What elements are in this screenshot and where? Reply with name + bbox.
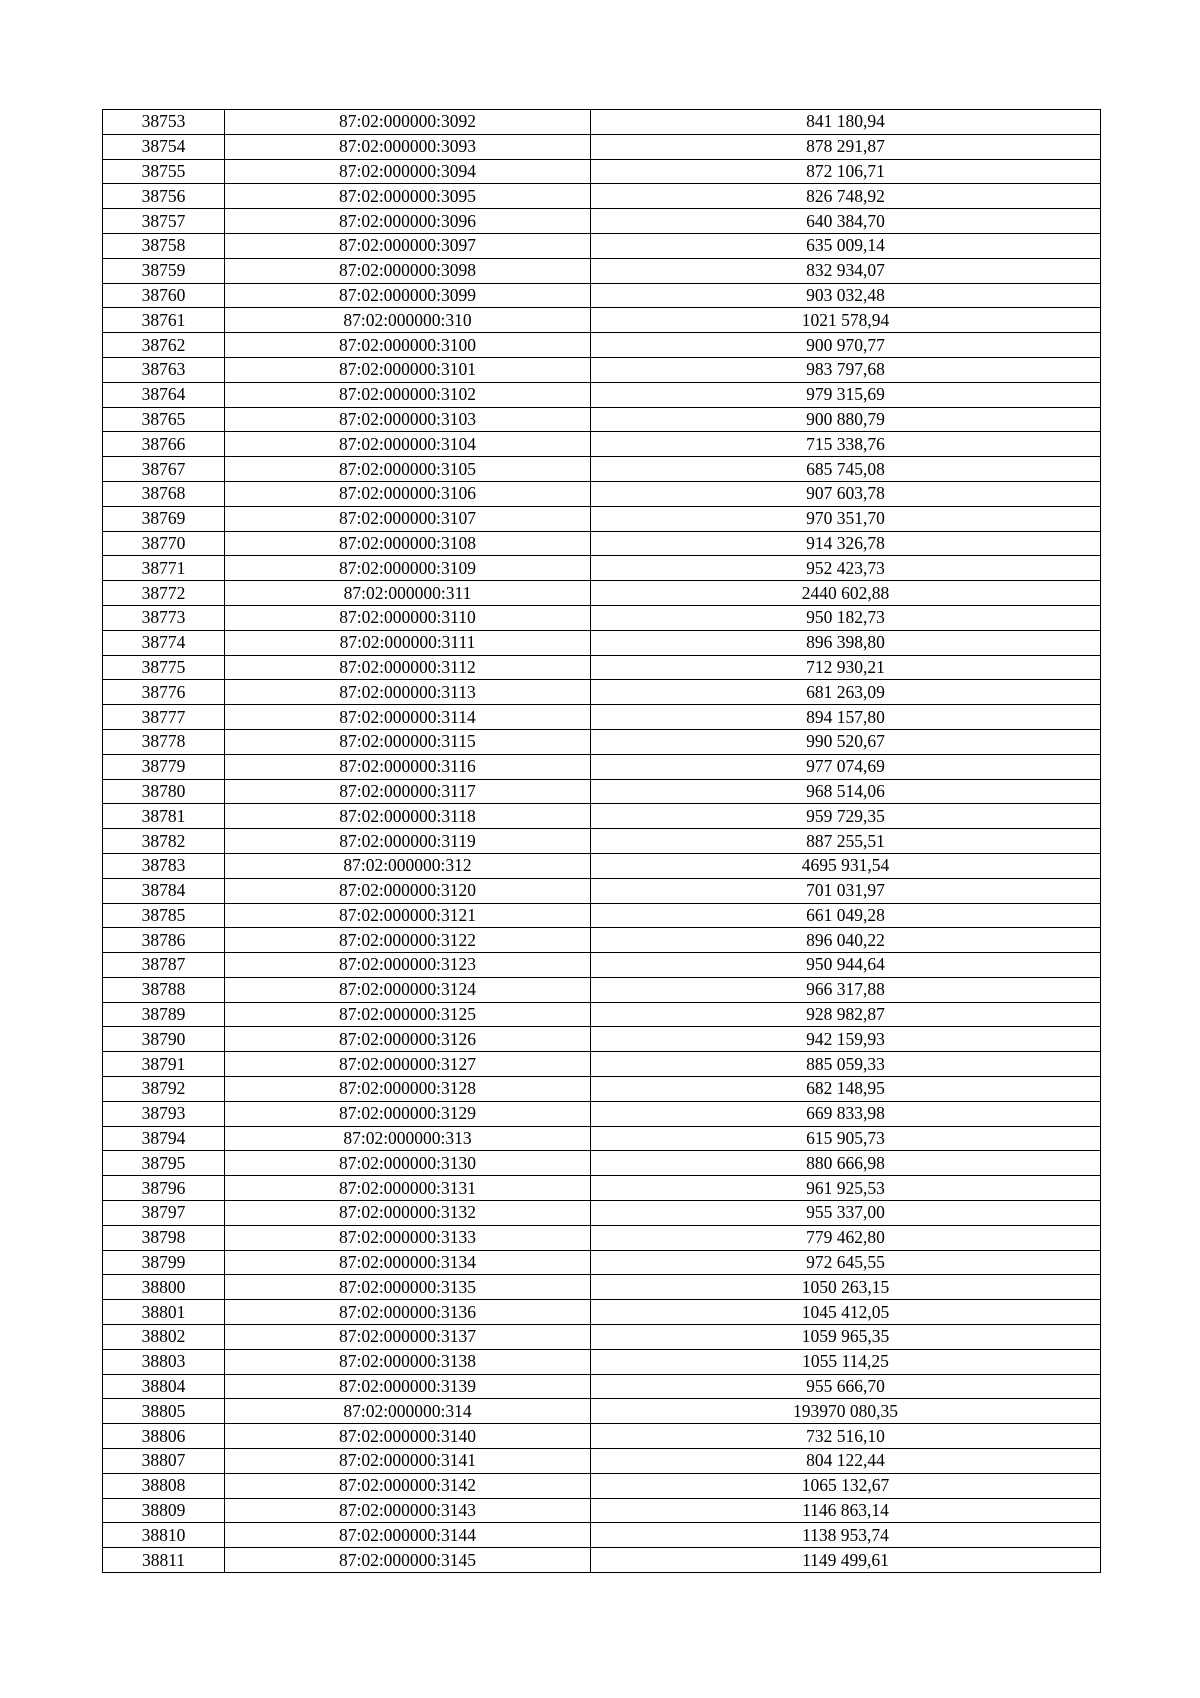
row-number-cell: 38805 <box>103 1399 225 1424</box>
cadastral-value-cell: 732 516,10 <box>591 1424 1101 1449</box>
table-row <box>103 1151 1101 1176</box>
table-row <box>103 928 1101 953</box>
row-number-cell: 38757 <box>103 209 225 234</box>
table-row <box>103 308 1101 333</box>
cadastral-value-cell: 968 514,06 <box>591 779 1101 804</box>
cadastral-value-cell: 880 666,98 <box>591 1151 1101 1176</box>
cadastral-number-cell: 87:02:000000:3122 <box>225 928 591 953</box>
cadastral-number-cell: 87:02:000000:3119 <box>225 829 591 854</box>
cadastral-number-cell: 87:02:000000:3104 <box>225 432 591 457</box>
row-number-cell: 38795 <box>103 1151 225 1176</box>
table-row <box>103 283 1101 308</box>
row-number-cell: 38804 <box>103 1374 225 1399</box>
table-row <box>103 184 1101 209</box>
table-row <box>103 977 1101 1002</box>
cadastral-number-cell: 87:02:000000:3139 <box>225 1374 591 1399</box>
table-row <box>103 779 1101 804</box>
row-number-cell: 38789 <box>103 1002 225 1027</box>
row-number-cell: 38782 <box>103 829 225 854</box>
cadastral-value-cell: 894 157,80 <box>591 705 1101 730</box>
table-row <box>103 1548 1101 1573</box>
table-row <box>103 531 1101 556</box>
cadastral-number-cell: 87:02:000000:3111 <box>225 630 591 655</box>
table-row <box>103 1325 1101 1350</box>
table-row <box>103 680 1101 705</box>
row-number-cell: 38801 <box>103 1300 225 1325</box>
table-row <box>103 134 1101 159</box>
row-number-cell: 38766 <box>103 432 225 457</box>
cadastral-value-cell: 872 106,71 <box>591 159 1101 184</box>
cadastral-value-cell: 896 040,22 <box>591 928 1101 953</box>
cadastral-value-cell: 669 833,98 <box>591 1101 1101 1126</box>
cadastral-number-cell: 87:02:000000:311 <box>225 581 591 606</box>
row-number-cell: 38760 <box>103 283 225 308</box>
cadastral-number-cell: 87:02:000000:3108 <box>225 531 591 556</box>
cadastral-value-cell: 970 351,70 <box>591 506 1101 531</box>
table-row <box>103 1473 1101 1498</box>
row-number-cell: 38811 <box>103 1548 225 1573</box>
cadastral-number-cell: 87:02:000000:3092 <box>225 110 591 135</box>
cadastral-value-cell: 959 729,35 <box>591 804 1101 829</box>
table-row <box>103 1449 1101 1474</box>
cadastral-number-cell: 87:02:000000:3117 <box>225 779 591 804</box>
cadastral-value-cell: 1138 953,74 <box>591 1523 1101 1548</box>
table-row <box>103 1349 1101 1374</box>
row-number-cell: 38792 <box>103 1077 225 1102</box>
row-number-cell: 38761 <box>103 308 225 333</box>
row-number-cell: 38753 <box>103 110 225 135</box>
cadastral-value-cell: 1050 263,15 <box>591 1275 1101 1300</box>
table-row <box>103 457 1101 482</box>
table-row <box>103 1424 1101 1449</box>
cadastral-number-cell: 87:02:000000:3123 <box>225 953 591 978</box>
cadastral-value-cell: 878 291,87 <box>591 134 1101 159</box>
cadastral-value-cell: 961 925,53 <box>591 1176 1101 1201</box>
cadastral-value-cell: 4695 931,54 <box>591 853 1101 878</box>
cadastral-value-cell: 979 315,69 <box>591 382 1101 407</box>
cadastral-value-cell: 701 031,97 <box>591 878 1101 903</box>
table-row <box>103 1225 1101 1250</box>
cadastral-value-cell: 950 944,64 <box>591 953 1101 978</box>
cadastral-value-cell: 715 338,76 <box>591 432 1101 457</box>
cadastral-number-cell: 87:02:000000:3145 <box>225 1548 591 1573</box>
cadastral-value-cell: 1059 965,35 <box>591 1325 1101 1350</box>
cadastral-number-cell: 87:02:000000:3121 <box>225 903 591 928</box>
row-number-cell: 38767 <box>103 457 225 482</box>
cadastral-value-cell: 1065 132,67 <box>591 1473 1101 1498</box>
cadastral-number-cell: 87:02:000000:3110 <box>225 605 591 630</box>
cadastral-number-cell: 87:02:000000:3114 <box>225 705 591 730</box>
cadastral-value-cell: 1146 863,14 <box>591 1498 1101 1523</box>
row-number-cell: 38809 <box>103 1498 225 1523</box>
cadastral-value-cell: 896 398,80 <box>591 630 1101 655</box>
cadastral-number-cell: 87:02:000000:3130 <box>225 1151 591 1176</box>
row-number-cell: 38773 <box>103 605 225 630</box>
cadastral-number-cell: 87:02:000000:3112 <box>225 655 591 680</box>
cadastral-value-cell: 661 049,28 <box>591 903 1101 928</box>
row-number-cell: 38784 <box>103 878 225 903</box>
cadastral-number-cell: 87:02:000000:3120 <box>225 878 591 903</box>
cadastral-value-cell: 1055 114,25 <box>591 1349 1101 1374</box>
table-row <box>103 333 1101 358</box>
table-body <box>103 110 1101 1573</box>
cadastral-value-cell: 1045 412,05 <box>591 1300 1101 1325</box>
table-row <box>103 605 1101 630</box>
cadastral-number-cell: 87:02:000000:3107 <box>225 506 591 531</box>
row-number-cell: 38776 <box>103 680 225 705</box>
cadastral-number-cell: 87:02:000000:3118 <box>225 804 591 829</box>
cadastral-number-cell: 87:02:000000:3134 <box>225 1250 591 1275</box>
cadastral-number-cell: 87:02:000000:3136 <box>225 1300 591 1325</box>
row-number-cell: 38785 <box>103 903 225 928</box>
row-number-cell: 38781 <box>103 804 225 829</box>
row-number-cell: 38780 <box>103 779 225 804</box>
row-number-cell: 38808 <box>103 1473 225 1498</box>
row-number-cell: 38793 <box>103 1101 225 1126</box>
cadastral-number-cell: 87:02:000000:3138 <box>225 1349 591 1374</box>
row-number-cell: 38772 <box>103 581 225 606</box>
row-number-cell: 38777 <box>103 705 225 730</box>
table-row <box>103 1126 1101 1151</box>
row-number-cell: 38796 <box>103 1176 225 1201</box>
cadastral-value-table <box>102 109 1101 1573</box>
cadastral-number-cell: 87:02:000000:3093 <box>225 134 591 159</box>
row-number-cell: 38787 <box>103 953 225 978</box>
cadastral-number-cell: 87:02:000000:3129 <box>225 1101 591 1126</box>
row-number-cell: 38790 <box>103 1027 225 1052</box>
cadastral-number-cell: 87:02:000000:3135 <box>225 1275 591 1300</box>
row-number-cell: 38754 <box>103 134 225 159</box>
cadastral-value-cell: 977 074,69 <box>591 754 1101 779</box>
cadastral-number-cell: 87:02:000000:312 <box>225 853 591 878</box>
row-number-cell: 38788 <box>103 977 225 1002</box>
table-row <box>103 903 1101 928</box>
table-row <box>103 506 1101 531</box>
row-number-cell: 38810 <box>103 1523 225 1548</box>
row-number-cell: 38778 <box>103 729 225 754</box>
table-row <box>103 357 1101 382</box>
row-number-cell: 38799 <box>103 1250 225 1275</box>
table-row <box>103 729 1101 754</box>
cadastral-value-cell: 983 797,68 <box>591 357 1101 382</box>
cadastral-number-cell: 87:02:000000:3105 <box>225 457 591 482</box>
table-row <box>103 630 1101 655</box>
cadastral-number-cell: 87:02:000000:3101 <box>225 357 591 382</box>
cadastral-number-cell: 87:02:000000:3140 <box>225 1424 591 1449</box>
row-number-cell: 38779 <box>103 754 225 779</box>
table-row <box>103 953 1101 978</box>
table-row <box>103 1176 1101 1201</box>
cadastral-value-cell: 900 880,79 <box>591 407 1101 432</box>
cadastral-number-cell: 87:02:000000:3116 <box>225 754 591 779</box>
table-row <box>103 581 1101 606</box>
table-row <box>103 804 1101 829</box>
table-row <box>103 407 1101 432</box>
cadastral-value-cell: 841 180,94 <box>591 110 1101 135</box>
cadastral-value-cell: 952 423,73 <box>591 556 1101 581</box>
table-row <box>103 1027 1101 1052</box>
cadastral-number-cell: 87:02:000000:3102 <box>225 382 591 407</box>
table-row <box>103 1002 1101 1027</box>
cadastral-value-cell: 193970 080,35 <box>591 1399 1101 1424</box>
cadastral-number-cell: 87:02:000000:3115 <box>225 729 591 754</box>
row-number-cell: 38755 <box>103 159 225 184</box>
cadastral-number-cell: 87:02:000000:3106 <box>225 481 591 506</box>
table-row <box>103 209 1101 234</box>
table-row <box>103 829 1101 854</box>
table-row <box>103 655 1101 680</box>
table-row <box>103 853 1101 878</box>
cadastral-number-cell: 87:02:000000:3137 <box>225 1325 591 1350</box>
cadastral-value-cell: 640 384,70 <box>591 209 1101 234</box>
cadastral-value-cell: 966 317,88 <box>591 977 1101 1002</box>
cadastral-value-cell: 826 748,92 <box>591 184 1101 209</box>
row-number-cell: 38768 <box>103 481 225 506</box>
cadastral-number-cell: 87:02:000000:313 <box>225 1126 591 1151</box>
table-row <box>103 1101 1101 1126</box>
table-row <box>103 1275 1101 1300</box>
cadastral-number-cell: 87:02:000000:3095 <box>225 184 591 209</box>
cadastral-value-cell: 914 326,78 <box>591 531 1101 556</box>
cadastral-value-cell: 685 745,08 <box>591 457 1101 482</box>
row-number-cell: 38806 <box>103 1424 225 1449</box>
row-number-cell: 38800 <box>103 1275 225 1300</box>
cadastral-value-cell: 832 934,07 <box>591 258 1101 283</box>
cadastral-value-cell: 712 930,21 <box>591 655 1101 680</box>
table-row <box>103 1250 1101 1275</box>
cadastral-number-cell: 87:02:000000:3141 <box>225 1449 591 1474</box>
cadastral-value-cell: 955 337,00 <box>591 1201 1101 1226</box>
row-number-cell: 38765 <box>103 407 225 432</box>
table-row <box>103 233 1101 258</box>
row-number-cell: 38802 <box>103 1325 225 1350</box>
row-number-cell: 38771 <box>103 556 225 581</box>
cadastral-number-cell: 87:02:000000:3113 <box>225 680 591 705</box>
table-row <box>103 481 1101 506</box>
table-row <box>103 159 1101 184</box>
row-number-cell: 38783 <box>103 853 225 878</box>
table-row <box>103 556 1101 581</box>
table-row <box>103 1201 1101 1226</box>
cadastral-value-cell: 903 032,48 <box>591 283 1101 308</box>
cadastral-value-cell: 900 970,77 <box>591 333 1101 358</box>
cadastral-value-cell: 990 520,67 <box>591 729 1101 754</box>
cadastral-number-cell: 87:02:000000:3128 <box>225 1077 591 1102</box>
cadastral-value-cell: 972 645,55 <box>591 1250 1101 1275</box>
table-row <box>103 1523 1101 1548</box>
row-number-cell: 38770 <box>103 531 225 556</box>
row-number-cell: 38763 <box>103 357 225 382</box>
row-number-cell: 38775 <box>103 655 225 680</box>
cadastral-value-cell: 2440 602,88 <box>591 581 1101 606</box>
row-number-cell: 38791 <box>103 1052 225 1077</box>
table-row <box>103 705 1101 730</box>
row-number-cell: 38774 <box>103 630 225 655</box>
cadastral-number-cell: 87:02:000000:3143 <box>225 1498 591 1523</box>
cadastral-number-cell: 87:02:000000:3103 <box>225 407 591 432</box>
table-row <box>103 1498 1101 1523</box>
cadastral-number-cell: 87:02:000000:3132 <box>225 1201 591 1226</box>
cadastral-number-cell: 87:02:000000:3131 <box>225 1176 591 1201</box>
table-row <box>103 754 1101 779</box>
cadastral-number-cell: 87:02:000000:3097 <box>225 233 591 258</box>
cadastral-value-cell: 804 122,44 <box>591 1449 1101 1474</box>
cadastral-value-cell: 1021 578,94 <box>591 308 1101 333</box>
cadastral-number-cell: 87:02:000000:3144 <box>225 1523 591 1548</box>
table-row <box>103 1052 1101 1077</box>
cadastral-value-cell: 682 148,95 <box>591 1077 1101 1102</box>
cadastral-value-cell: 885 059,33 <box>591 1052 1101 1077</box>
table-row <box>103 1399 1101 1424</box>
cadastral-number-cell: 87:02:000000:3127 <box>225 1052 591 1077</box>
cadastral-value-cell: 950 182,73 <box>591 605 1101 630</box>
table-row <box>103 432 1101 457</box>
row-number-cell: 38762 <box>103 333 225 358</box>
cadastral-number-cell: 87:02:000000:3100 <box>225 333 591 358</box>
row-number-cell: 38758 <box>103 233 225 258</box>
cadastral-number-cell: 87:02:000000:3133 <box>225 1225 591 1250</box>
cadastral-value-cell: 955 666,70 <box>591 1374 1101 1399</box>
row-number-cell: 38803 <box>103 1349 225 1374</box>
cadastral-value-cell: 887 255,51 <box>591 829 1101 854</box>
cadastral-value-cell: 779 462,80 <box>591 1225 1101 1250</box>
cadastral-value-cell: 942 159,93 <box>591 1027 1101 1052</box>
row-number-cell: 38764 <box>103 382 225 407</box>
table-row <box>103 1300 1101 1325</box>
cadastral-number-cell: 87:02:000000:314 <box>225 1399 591 1424</box>
table-row <box>103 1374 1101 1399</box>
cadastral-number-cell: 87:02:000000:3099 <box>225 283 591 308</box>
cadastral-number-cell: 87:02:000000:3109 <box>225 556 591 581</box>
row-number-cell: 38797 <box>103 1201 225 1226</box>
cadastral-value-cell: 681 263,09 <box>591 680 1101 705</box>
cadastral-number-cell: 87:02:000000:3124 <box>225 977 591 1002</box>
cadastral-value-cell: 928 982,87 <box>591 1002 1101 1027</box>
table-row <box>103 258 1101 283</box>
cadastral-number-cell: 87:02:000000:3142 <box>225 1473 591 1498</box>
row-number-cell: 38769 <box>103 506 225 531</box>
cadastral-number-cell: 87:02:000000:3126 <box>225 1027 591 1052</box>
table-row <box>103 878 1101 903</box>
table-row <box>103 382 1101 407</box>
cadastral-value-cell: 1149 499,61 <box>591 1548 1101 1573</box>
cadastral-number-cell: 87:02:000000:3125 <box>225 1002 591 1027</box>
row-number-cell: 38794 <box>103 1126 225 1151</box>
cadastral-number-cell: 87:02:000000:3094 <box>225 159 591 184</box>
cadastral-number-cell: 87:02:000000:310 <box>225 308 591 333</box>
table-row <box>103 110 1101 135</box>
table-row <box>103 1077 1101 1102</box>
row-number-cell: 38756 <box>103 184 225 209</box>
row-number-cell: 38807 <box>103 1449 225 1474</box>
row-number-cell: 38798 <box>103 1225 225 1250</box>
cadastral-value-cell: 907 603,78 <box>591 481 1101 506</box>
cadastral-value-cell: 615 905,73 <box>591 1126 1101 1151</box>
row-number-cell: 38786 <box>103 928 225 953</box>
row-number-cell: 38759 <box>103 258 225 283</box>
cadastral-value-cell: 635 009,14 <box>591 233 1101 258</box>
cadastral-number-cell: 87:02:000000:3098 <box>225 258 591 283</box>
cadastral-number-cell: 87:02:000000:3096 <box>225 209 591 234</box>
